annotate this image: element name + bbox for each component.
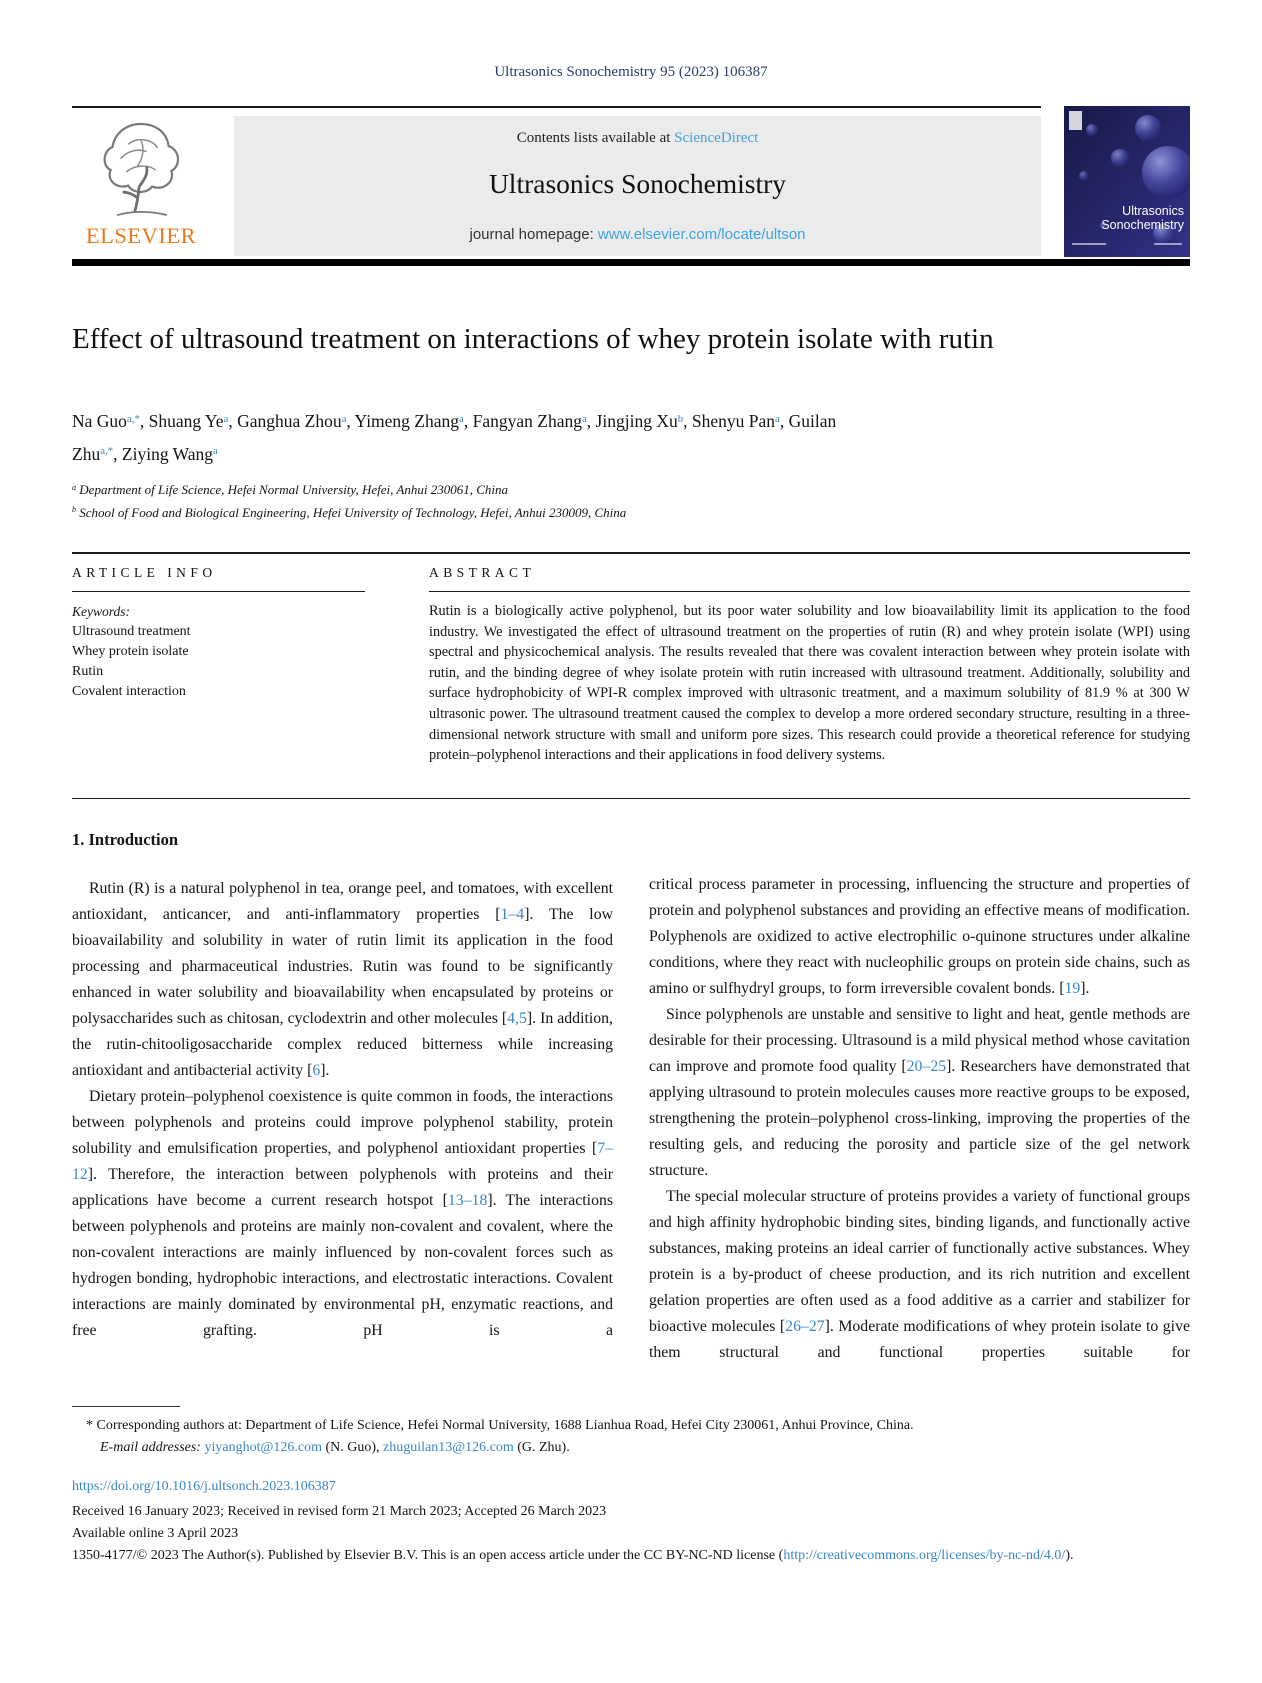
- text-segment: , Ganghua Zhou: [228, 411, 342, 431]
- intro-right-column: [649, 830, 1190, 1366]
- intro-left-paragraphs: [72, 876, 613, 1344]
- affiliations-list: [72, 480, 1072, 525]
- author-affil-mark: a: [213, 445, 218, 458]
- affiliation-b: [72, 503, 1072, 526]
- elsevier-tree-icon: [74, 118, 208, 222]
- text-segment: E-mail addresses:: [100, 1440, 205, 1455]
- keywords-block: [72, 602, 372, 702]
- corresponding-author-note: [72, 1415, 1132, 1437]
- abstract-heading: ABSTRACT: [429, 565, 536, 580]
- footnote-rule: [72, 1406, 180, 1407]
- received-dates: Received 16 January 2023; Received in revised form 21 March 2023; Accepted 26 March 2023: [72, 1504, 607, 1519]
- abstract-rule: [429, 591, 1190, 592]
- copyright-license-line: [72, 1545, 1190, 1567]
- author-affil-mark: a: [459, 412, 464, 425]
- text-segment: ]. Researchers have demonstrated that applying ultrasound to protein molecules causes more reactive groups to be exposed, strengthening the protein–polyphenol cross-linking, improving the properties of the resulting gels, and reducing the porosity and particle size of the gel network structure.: [649, 1058, 1190, 1179]
- text-segment: The special molecular structure of proteins provides a variety of functional groups and high affinity hydrophobic binding sites, binding ligands, and functionally active substances, making proteins an ideal carrier of functionally active substances. Whey protein is a by-product of cheese production, and its rich nutrition and excellent gelation properties are often used as a food additive as a carrier and stabilizer for bioactive molecules [: [649, 1188, 1190, 1335]
- keyword-item: Rutin: [72, 664, 104, 679]
- journal-homepage-link[interactable]: www.elsevier.com/locate/ultson: [597, 226, 806, 243]
- author-affil-mark: b: [677, 412, 684, 425]
- contents-line: [234, 130, 1041, 147]
- abstract-text: Rutin is a biologically active polyphenol, but its poor water solubility and low bioavailability limit its application to the food industry. We investigated the effect of ultrasound treatment on the properties of rutin (R) and whey protein isolate (WPI) using spectral and physicochemical analysis. The results revealed that there was covalent interaction between whey protein isolate with rutin, and the binding degree of whey isolate protein with rutin increased with ultrasound treatment. Additionally, solubility and surface hydrophobicity of WPI-R complex improved with ultrasonic treatment, and a maximum solubility of 81.9 % at 300 W ultrasonic power. The ultrasound treatment caused the complex to develop a more ordered secondary structure, resulting in a three-dimensional network structure with small and uniform pore sizes. This research could provide a theoretical reference for studying protein–polyphenol interactions and their applications in food delivery systems.: [429, 603, 1190, 764]
- author-affil-mark: a: [581, 412, 587, 425]
- journal-cover-image: [1064, 106, 1190, 257]
- paragraph: [649, 1184, 1190, 1366]
- email-link-zhu[interactable]: zhuguilan13@126.com: [383, 1440, 514, 1455]
- paragraph: [72, 1084, 613, 1344]
- author-affil-mark: a,*: [100, 445, 114, 458]
- keywords-label: Keywords:: [72, 604, 130, 619]
- intro-left-column: [72, 830, 613, 1366]
- text-segment: Department of Life Science, Hefei Normal University, Hefei, Anhui 230061, China: [76, 482, 508, 497]
- text-segment: * Corresponding authors at: Department of Life Science, Hefei Normal University, 1688 Lianhua Road, Hefei City 230061, Anhui Province, China.: [86, 1418, 914, 1433]
- section-divider: [72, 552, 1190, 554]
- author-affil-mark: a: [341, 412, 347, 425]
- footnote-block: [72, 1415, 1132, 1459]
- keyword-item: Covalent interaction: [72, 684, 186, 699]
- header-thick-bar: [72, 259, 1190, 266]
- text-segment: Na Guo: [72, 411, 127, 431]
- body-columns: [72, 830, 1190, 1366]
- text-segment: , Ziying Wang: [113, 443, 214, 464]
- author-list: [72, 407, 872, 472]
- doi-line: [72, 1479, 336, 1495]
- text-segment: , Fangyan Zhang: [463, 411, 582, 431]
- header-top-rule: [72, 106, 1041, 108]
- cover-publisher-mark: [1069, 111, 1082, 130]
- text-segment: ]. In addition, the rutin-chitooligosaccharide complex reduced bitterness while increasing antioxidant and antibacterial activity [: [72, 1010, 613, 1079]
- article-title: Effect of ultrasound treatment on interactions of whey protein isolate with rutin: [72, 323, 994, 355]
- ref-link[interactable]: 20–25: [906, 1058, 947, 1075]
- ref-link[interactable]: 7–12: [72, 1140, 613, 1183]
- keyword-item: Whey protein isolate: [72, 644, 189, 659]
- text-segment: ).: [1065, 1548, 1074, 1563]
- author-affil-mark: a: [223, 412, 229, 425]
- text-segment: critical process parameter in processing, influencing the structure and properties of protein and polyphenol substances and providing an effective means of modification. Polyphenols are oxidized to active electrophilic o-quinone structures under alkaline conditions, where they react with nucleophilic groups on protein side chains, such as amino or sulfhydryl groups, to form irreversible covalent bonds. [: [649, 876, 1190, 997]
- cover-art: [1064, 106, 1190, 257]
- paragraph: [72, 876, 613, 1084]
- author-affil-mark: a,*: [126, 412, 140, 425]
- keyword-item: Ultrasound treatment: [72, 624, 191, 639]
- ref-link[interactable]: 6: [312, 1062, 321, 1079]
- homepage-prefix: journal homepage:: [469, 226, 598, 243]
- text-segment: ]. The interactions between polyphenols and proteins are mainly non-covalent and covalent, where the non-covalent interactions are mainly influenced by non-covalent forces such as hydrogen bonding, hydrophobic interactions, and electrostatic interactions. Covalent interactions are mainly dominated by environmental pH, enzymatic reactions, and free grafting. pH is a: [72, 1192, 614, 1339]
- text-segment: (G. Zhu).: [513, 1440, 570, 1455]
- text-segment: 1350-4177/© 2023 The Author(s). Published by Elsevier B.V. This is an open access article under the CC BY-NC-ND license (: [72, 1548, 784, 1563]
- intro-right-paragraphs: [649, 872, 1190, 1366]
- text-segment: Rutin (R) is a natural polyphenol in tea, orange peel, and tomatoes, with excellent antioxidant, anticancer, and anti-inflammatory properties [: [72, 880, 613, 923]
- license-link[interactable]: http://creativecommons.org/licenses/by-nc-nd/4.0/: [783, 1548, 1066, 1563]
- text-segment: ].: [1080, 980, 1090, 997]
- text-segment: Since polyphenols are unstable and sensitive to light and heat, gentle methods are desirable for their processing. Ultrasound is a mild physical method whose cavitation can improve and promote food quality [: [649, 1006, 1190, 1075]
- ref-link[interactable]: 1–4: [500, 906, 525, 923]
- available-online: Available online 3 April 2023: [72, 1526, 239, 1541]
- elsevier-wordmark: ELSEVIER: [85, 223, 197, 248]
- author-affil-mark: a: [775, 412, 780, 425]
- text-segment: (N. Guo),: [321, 1440, 384, 1455]
- contents-prefix: Contents lists available at: [516, 130, 675, 146]
- email-addresses-line: [72, 1437, 1132, 1459]
- cover-footer-text-bar: [1072, 243, 1106, 245]
- article-info-heading: ARTICLE INFO: [72, 565, 217, 580]
- text-segment: b: [72, 505, 77, 515]
- text-segment: , Shenyu Pan: [683, 411, 776, 431]
- affiliation-a: [72, 480, 1072, 503]
- text-segment: Dietary protein–polyphenol coexistence is quite common in foods, the interactions between polyphenols and proteins could improve polyphenol stability, protein solubility and emulsification properties, and polyphenol antioxidant properties [: [72, 1088, 613, 1157]
- text-segment: ].: [320, 1062, 330, 1079]
- cover-editor-text-bar: [1154, 243, 1182, 245]
- ref-link[interactable]: 4,5: [507, 1010, 527, 1027]
- journal-banner: [234, 116, 1041, 256]
- article-info-rule: [72, 591, 365, 592]
- text-segment: ]. Therefore, the interaction between polyphenols with proteins and their applications have become a current research hotspot [: [72, 1166, 613, 1209]
- ref-link[interactable]: 26–27: [785, 1318, 825, 1335]
- ref-link[interactable]: 19: [1064, 980, 1081, 997]
- sciencedirect-link[interactable]: ScienceDirect: [674, 130, 759, 146]
- doi-link[interactable]: https://doi.org/10.1016/j.ultsonch.2023.106387: [72, 1479, 336, 1494]
- text-segment: ]. The low bioavailability and solubility in water of rutin limit its application in the food processing and pharmaceutical industries. Rutin was found to be significantly enhanced in water solubility and bioavailability when encapsulated by proteins or polysaccharides such as chitosan, cyclodextrin and other molecules [: [72, 906, 614, 1027]
- paragraph: [649, 872, 1190, 1002]
- text-segment: , Guilan Zhu: [72, 411, 837, 464]
- email-link-guo[interactable]: yiyanghot@126.com: [204, 1440, 322, 1455]
- article-dates-block: [72, 1501, 1190, 1545]
- text-segment: , Shuang Ye: [139, 411, 224, 431]
- text-segment: ]. Moderate modifications of whey protein isolate to give them structural and functional properties suitable for: [649, 1318, 1190, 1361]
- abstract-bottom-rule: [72, 798, 1190, 799]
- text-segment: , Yimeng Zhang: [346, 411, 460, 431]
- cover-journal-title: Ultrasonics Sonochemistry: [1101, 204, 1184, 232]
- elsevier-logo: [74, 118, 208, 256]
- introduction-heading: 1. Introduction: [72, 830, 179, 849]
- paragraph: [649, 1002, 1190, 1184]
- keywords-list: [72, 622, 372, 702]
- ref-link[interactable]: 13–18: [447, 1192, 488, 1209]
- text-segment: School of Food and Biological Engineering, Hefei University of Technology, Hefei, Anhui 230009, China: [76, 504, 627, 520]
- journal-title: Ultrasonics Sonochemistry: [488, 168, 787, 199]
- text-segment: , Jingjing Xu: [586, 411, 678, 431]
- journal-citation: Ultrasonics Sonochemistry 95 (2023) 106387: [494, 64, 768, 80]
- text-segment: a: [72, 482, 77, 492]
- homepage-line: [234, 226, 1041, 243]
